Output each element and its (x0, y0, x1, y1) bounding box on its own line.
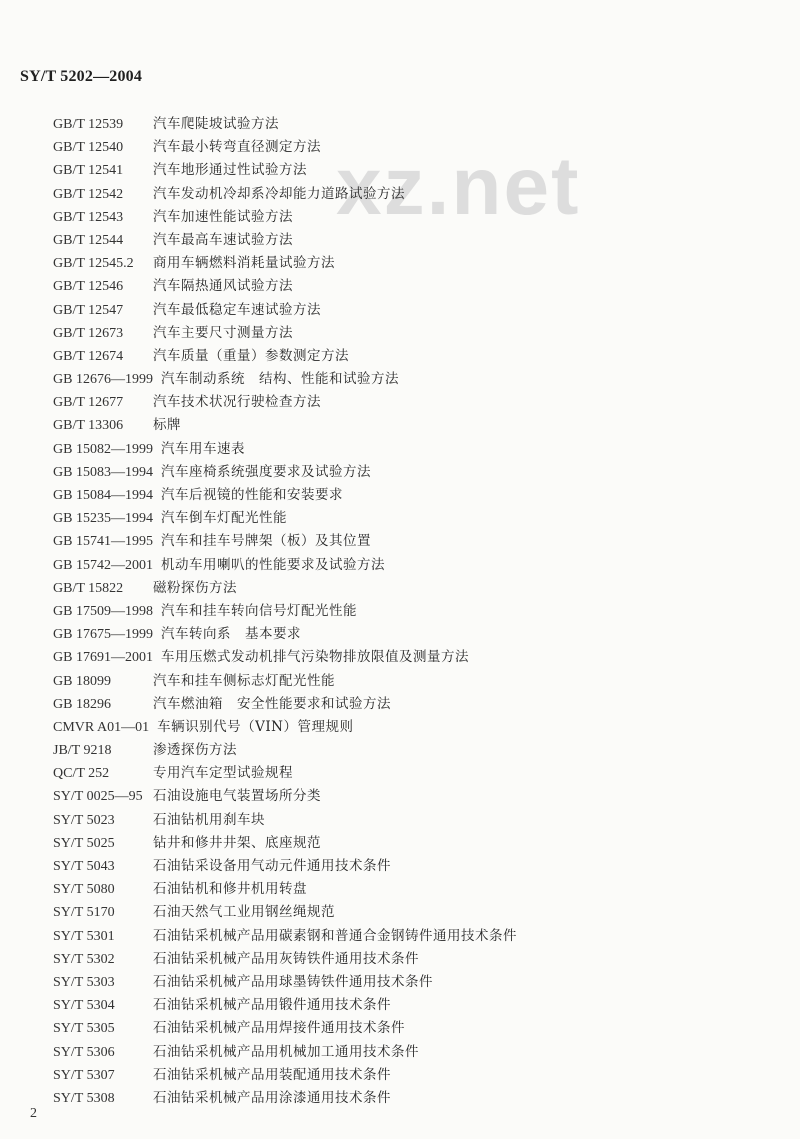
reference-code: GB/T 12544 (53, 232, 124, 248)
reference-code: GB/T 12546 (53, 279, 124, 295)
reference-item (53, 484, 517, 507)
reference-code: SY/T 5301 (53, 928, 115, 944)
reference-code: GB 17691—2001 (53, 650, 153, 666)
reference-title: 汽车倒车灯配光性能 (160, 510, 287, 527)
reference-code: SY/T 5303 (53, 974, 115, 990)
reference-code: GB/T 12542 (53, 186, 124, 202)
reference-item (53, 159, 517, 182)
reference-code: GB/T 13306 (53, 418, 124, 434)
reference-code: GB 15742—2001 (53, 557, 153, 573)
reference-item (53, 670, 517, 693)
reference-code: SY/T 5170 (53, 905, 115, 921)
reference-item (53, 229, 517, 252)
reference-item (53, 414, 517, 437)
reference-code: GB 17509—1998 (53, 603, 153, 619)
reference-item (53, 1087, 517, 1110)
reference-item (53, 1064, 517, 1087)
reference-item (53, 299, 517, 322)
reference-title: 车辆识别代号（VIN）管理规则 (157, 718, 354, 735)
reference-item (53, 693, 517, 716)
reference-item (53, 530, 517, 553)
reference-title: 石油钻采机械产品用装配通用技术条件 (153, 1066, 391, 1083)
reference-code: GB/T 12545.2 (53, 256, 134, 272)
reference-title: 车用压燃式发动机排气污染物排放限值及测量方法 (160, 649, 469, 666)
reference-title: 标牌 (153, 417, 181, 434)
reference-item (53, 438, 517, 461)
reference-title: 汽车质量（重量）参数测定方法 (153, 347, 349, 364)
reference-title: 汽车和挂车转向信号灯配光性能 (160, 602, 357, 619)
reference-item (53, 252, 517, 275)
reference-title: 石油钻采机械产品用焊接件通用技术条件 (153, 1020, 405, 1037)
reference-title: 汽车转向系 基本要求 (160, 626, 301, 643)
reference-code: GB/T 12540 (53, 140, 124, 156)
reference-code: CMVR A01—01 (53, 719, 150, 735)
reference-title: 石油天然气工业用钢丝绳规范 (153, 904, 335, 921)
reference-item (53, 461, 517, 484)
reference-item (53, 762, 517, 785)
reference-code: JB/T 9218 (53, 743, 112, 759)
reference-title: 汽车加速性能试验方法 (153, 208, 293, 225)
reference-title: 汽车燃油箱 安全性能要求和试验方法 (153, 695, 391, 712)
document-header: SY/T 5202—2004 (20, 68, 143, 85)
normative-references-list (53, 113, 517, 1110)
reference-item (53, 206, 517, 229)
reference-code: SY/T 0025—95 (53, 789, 143, 805)
reference-title: 汽车用车速表 (160, 440, 245, 457)
reference-item (53, 600, 517, 623)
reference-code: GB 18099 (53, 673, 111, 689)
reference-item (53, 739, 517, 762)
reference-title: 汽车座椅系统强度要求及试验方法 (160, 463, 371, 480)
reference-item (53, 368, 517, 391)
reference-item (53, 623, 517, 646)
reference-code: GB 17675—1999 (53, 627, 153, 643)
reference-code: GB/T 12674 (53, 348, 124, 364)
reference-code: GB 18296 (53, 696, 111, 712)
reference-title: 汽车最低稳定车速试验方法 (153, 301, 321, 318)
reference-title: 汽车主要尺寸测量方法 (153, 324, 293, 341)
reference-title: 机动车用喇叭的性能要求及试验方法 (160, 556, 385, 573)
reference-title: 钻井和修井井架、底座规范 (153, 834, 321, 851)
reference-item (53, 1041, 517, 1064)
reference-title: 汽车和挂车侧标志灯配光性能 (153, 672, 335, 689)
reference-title: 汽车爬陡坡试验方法 (153, 116, 279, 132)
reference-item (53, 275, 517, 298)
reference-code: GB 15235—1994 (53, 511, 153, 527)
reference-title: 汽车制动系统 结构、性能和试验方法 (160, 371, 399, 388)
reference-title: 石油钻采机械产品用机械加工通用技术条件 (153, 1043, 419, 1060)
reference-title: 石油钻机用刹车块 (153, 811, 265, 828)
reference-code: GB 15741—1995 (53, 534, 153, 550)
reference-item (53, 971, 517, 994)
reference-title: 石油设施电气装置场所分类 (153, 788, 321, 805)
reference-item (53, 994, 517, 1017)
reference-code: SY/T 5308 (53, 1090, 115, 1106)
reference-code: GB 15082—1999 (53, 441, 153, 457)
reference-code: SY/T 5080 (53, 882, 115, 898)
reference-title: 商用车辆燃料消耗量试验方法 (153, 255, 335, 272)
reference-code: SY/T 5305 (53, 1021, 115, 1037)
reference-item (53, 646, 517, 669)
reference-title: 石油钻采设备用气动元件通用技术条件 (153, 858, 391, 874)
reference-code: GB/T 15822 (53, 580, 124, 596)
reference-item (53, 855, 517, 878)
reference-item (53, 554, 517, 577)
reference-code: GB 15084—1994 (53, 488, 153, 503)
reference-title: 石油钻机和修井机用转盘 (153, 881, 307, 898)
reference-title: 石油钻采机械产品用涂漆通用技术条件 (153, 1089, 391, 1106)
reference-title: 汽车后视镜的性能和安装要求 (160, 487, 343, 503)
reference-title: 汽车最小转弯直径测定方法 (153, 139, 321, 156)
reference-item (53, 878, 517, 901)
reference-item (53, 1017, 517, 1040)
reference-code: GB/T 12543 (53, 209, 124, 225)
reference-item (53, 322, 517, 345)
reference-title: 石油钻采机械产品用碳素钢和普通合金钢铸件通用技术条件 (153, 927, 517, 944)
reference-item (53, 507, 517, 530)
reference-code: GB 15083—1994 (53, 464, 153, 480)
reference-code: QC/T 252 (53, 766, 110, 782)
reference-code: SY/T 5304 (53, 998, 115, 1014)
reference-code: GB/T 12541 (53, 163, 124, 179)
reference-code: SY/T 5302 (53, 951, 115, 967)
reference-code: SY/T 5023 (53, 812, 115, 828)
reference-item (53, 716, 517, 739)
reference-title: 专用汽车定型试验规程 (153, 765, 293, 782)
reference-item (53, 948, 517, 971)
page-number: 2 (30, 1106, 37, 1121)
reference-code: SY/T 5306 (53, 1044, 115, 1060)
reference-title: 石油钻采机械产品用锻件通用技术条件 (153, 997, 391, 1014)
reference-code: SY/T 5043 (53, 859, 115, 874)
reference-code: SY/T 5307 (53, 1067, 115, 1083)
reference-title: 磁粉探伤方法 (153, 579, 237, 596)
reference-title: 石油钻采机械产品用球墨铸铁件通用技术条件 (153, 973, 433, 990)
reference-code: GB/T 12547 (53, 302, 124, 318)
reference-title: 渗透探伤方法 (153, 742, 237, 759)
reference-item (53, 183, 517, 206)
reference-item (53, 136, 517, 159)
reference-title: 汽车地形通过性试验方法 (153, 162, 307, 179)
reference-item (53, 832, 517, 855)
reference-code: GB 12676—1999 (53, 372, 153, 388)
reference-title: 汽车发动机冷却系冷却能力道路试验方法 (153, 185, 405, 202)
watermark: xz.net (336, 141, 581, 232)
reference-item (53, 113, 517, 136)
reference-code: GB/T 12677 (53, 395, 124, 411)
reference-code: GB/T 12539 (53, 117, 124, 132)
reference-item (53, 577, 517, 600)
reference-title: 汽车和挂车号牌架（板）及其位置 (160, 533, 371, 550)
reference-item (53, 785, 517, 808)
reference-title: 汽车最高车速试验方法 (153, 231, 293, 248)
reference-item (53, 925, 517, 948)
reference-item (53, 901, 517, 924)
reference-title: 石油钻采机械产品用灰铸铁件通用技术条件 (153, 950, 419, 967)
reference-code: SY/T 5025 (53, 835, 115, 851)
reference-item (53, 809, 517, 832)
reference-code: GB/T 12673 (53, 325, 124, 341)
reference-title: 汽车技术状况行驶检查方法 (153, 394, 321, 411)
reference-item (53, 345, 517, 368)
reference-item (53, 391, 517, 414)
reference-title: 汽车隔热通风试验方法 (153, 278, 293, 295)
